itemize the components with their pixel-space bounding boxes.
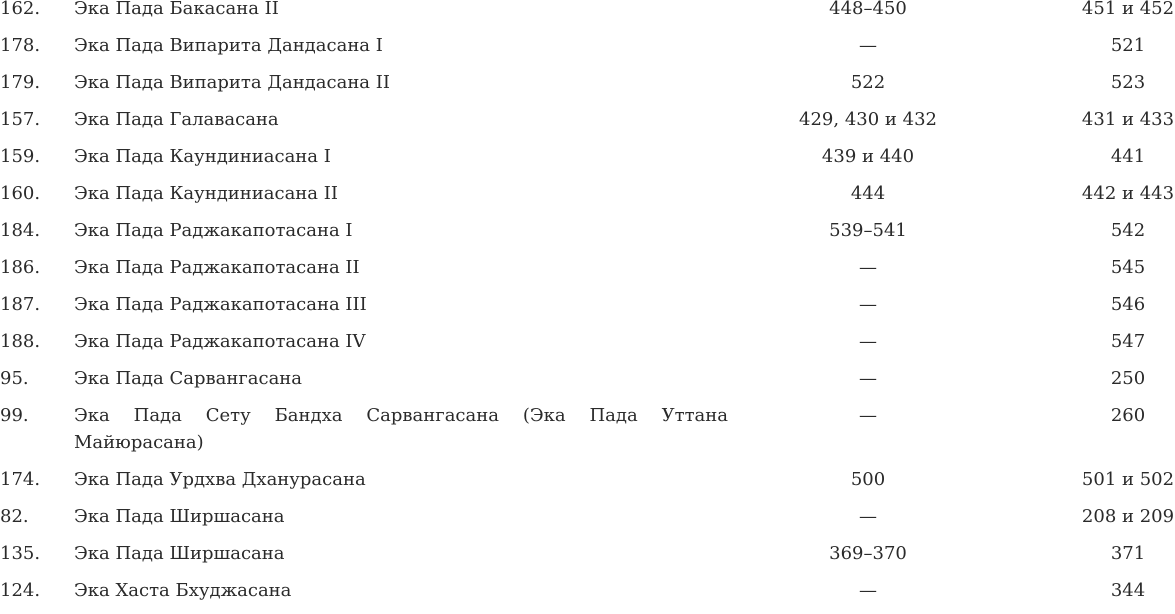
asana-number: 159. <box>0 146 41 167</box>
illustration-pages: 451 и 452 <box>1081 0 1175 19</box>
asana-name: Эка Пада Галавасана <box>74 109 279 130</box>
asana-name: Эка Пада Випарита Дандасана II <box>74 72 390 93</box>
table-row <box>0 291 1175 328</box>
asana-name: Эка Пада Сету Бандха Сарвангасана (Эка Пада Уттана Майюрасана) <box>74 405 728 453</box>
table-row <box>0 0 1175 32</box>
asana-number: 135. <box>0 543 41 564</box>
table-row <box>0 69 1175 106</box>
technique-pages: 448–450 <box>829 0 907 19</box>
technique-pages: 522 <box>850 72 886 93</box>
asana-number: 186. <box>0 257 41 278</box>
asana-name: Эка Пада Каундиниасана II <box>74 183 338 204</box>
technique-pages: 429, 430 и 432 <box>799 109 937 130</box>
technique-pages: 444 <box>850 183 886 204</box>
asana-name: Эка Пада Бакасана II <box>74 0 279 19</box>
asana-name: Эка Пада Урдхва Дханурасана <box>74 469 366 490</box>
table-row <box>0 143 1175 180</box>
table-row <box>0 217 1175 254</box>
asana-name: Эка Пада Ширшасана <box>74 543 285 564</box>
illustration-pages: 371 <box>1110 543 1146 564</box>
table-row <box>0 540 1175 577</box>
table-row <box>0 577 1175 614</box>
asana-number: 187. <box>0 294 41 315</box>
illustration-pages: 344 <box>1110 580 1146 601</box>
asana-number: 124. <box>0 580 41 601</box>
illustration-pages: 250 <box>1110 368 1146 389</box>
illustration-pages: 441 <box>1110 146 1146 167</box>
table-row <box>0 328 1175 365</box>
asana-name: Эка Пада Раджакапотасана I <box>74 220 353 241</box>
illustration-pages: 260 <box>1110 405 1146 426</box>
illustration-pages: 501 и 502 <box>1081 469 1175 490</box>
asana-number: 99. <box>0 405 29 426</box>
technique-pages: — <box>859 506 877 527</box>
asana-name: Эка Пада Випарита Дандасана I <box>74 35 383 56</box>
technique-pages: — <box>859 580 877 601</box>
asana-number: 162. <box>0 0 41 19</box>
asana-number: 160. <box>0 183 41 204</box>
technique-pages: — <box>859 405 877 426</box>
illustration-pages: 523 <box>1110 72 1146 93</box>
illustration-pages: 547 <box>1110 331 1146 352</box>
illustration-pages: 545 <box>1110 257 1146 278</box>
table-row <box>0 106 1175 143</box>
table-row <box>0 365 1175 402</box>
asana-name: Эка Пада Раджакапотасана II <box>74 257 360 278</box>
asana-number: 179. <box>0 72 41 93</box>
asana-number: 157. <box>0 109 41 130</box>
asana-name: Эка Пада Раджакапотасана IV <box>74 331 366 352</box>
illustration-pages: 431 и 433 <box>1081 109 1175 130</box>
illustration-pages: 208 и 209 <box>1081 506 1175 527</box>
technique-pages: — <box>859 35 877 56</box>
table-row <box>0 503 1175 540</box>
asana-name: Эка Пада Сарвангасана <box>74 368 303 389</box>
technique-pages: — <box>859 294 877 315</box>
technique-pages: — <box>859 331 877 352</box>
technique-pages: 439 и 440 <box>821 146 915 167</box>
illustration-pages: 546 <box>1110 294 1146 315</box>
technique-pages: 369–370 <box>829 543 907 564</box>
illustration-pages: 521 <box>1110 35 1146 56</box>
table-row <box>0 254 1175 291</box>
technique-pages: 500 <box>850 469 886 490</box>
illustration-pages: 442 и 443 <box>1081 183 1175 204</box>
asana-number: 174. <box>0 469 41 490</box>
asana-number: 95. <box>0 368 29 389</box>
asana-number: 188. <box>0 331 41 352</box>
asana-name: Эка Пада Раджакапотасана III <box>74 294 367 315</box>
illustration-pages: 542 <box>1110 220 1146 241</box>
technique-pages: — <box>859 257 877 278</box>
asana-number: 178. <box>0 35 41 56</box>
table-row <box>0 180 1175 217</box>
table-row <box>0 466 1175 503</box>
asana-number: 184. <box>0 220 41 241</box>
asana-name: Эка Пада Каундиниасана I <box>74 146 331 167</box>
table-row <box>0 32 1175 69</box>
asana-name: Эка Хаста Бхуджасана <box>74 580 292 601</box>
asana-number: 82. <box>0 506 29 527</box>
technique-pages: — <box>859 368 877 389</box>
table-row <box>0 402 1175 466</box>
asana-name: Эка Пада Ширшасана <box>74 506 285 527</box>
technique-pages: 539–541 <box>829 220 907 241</box>
